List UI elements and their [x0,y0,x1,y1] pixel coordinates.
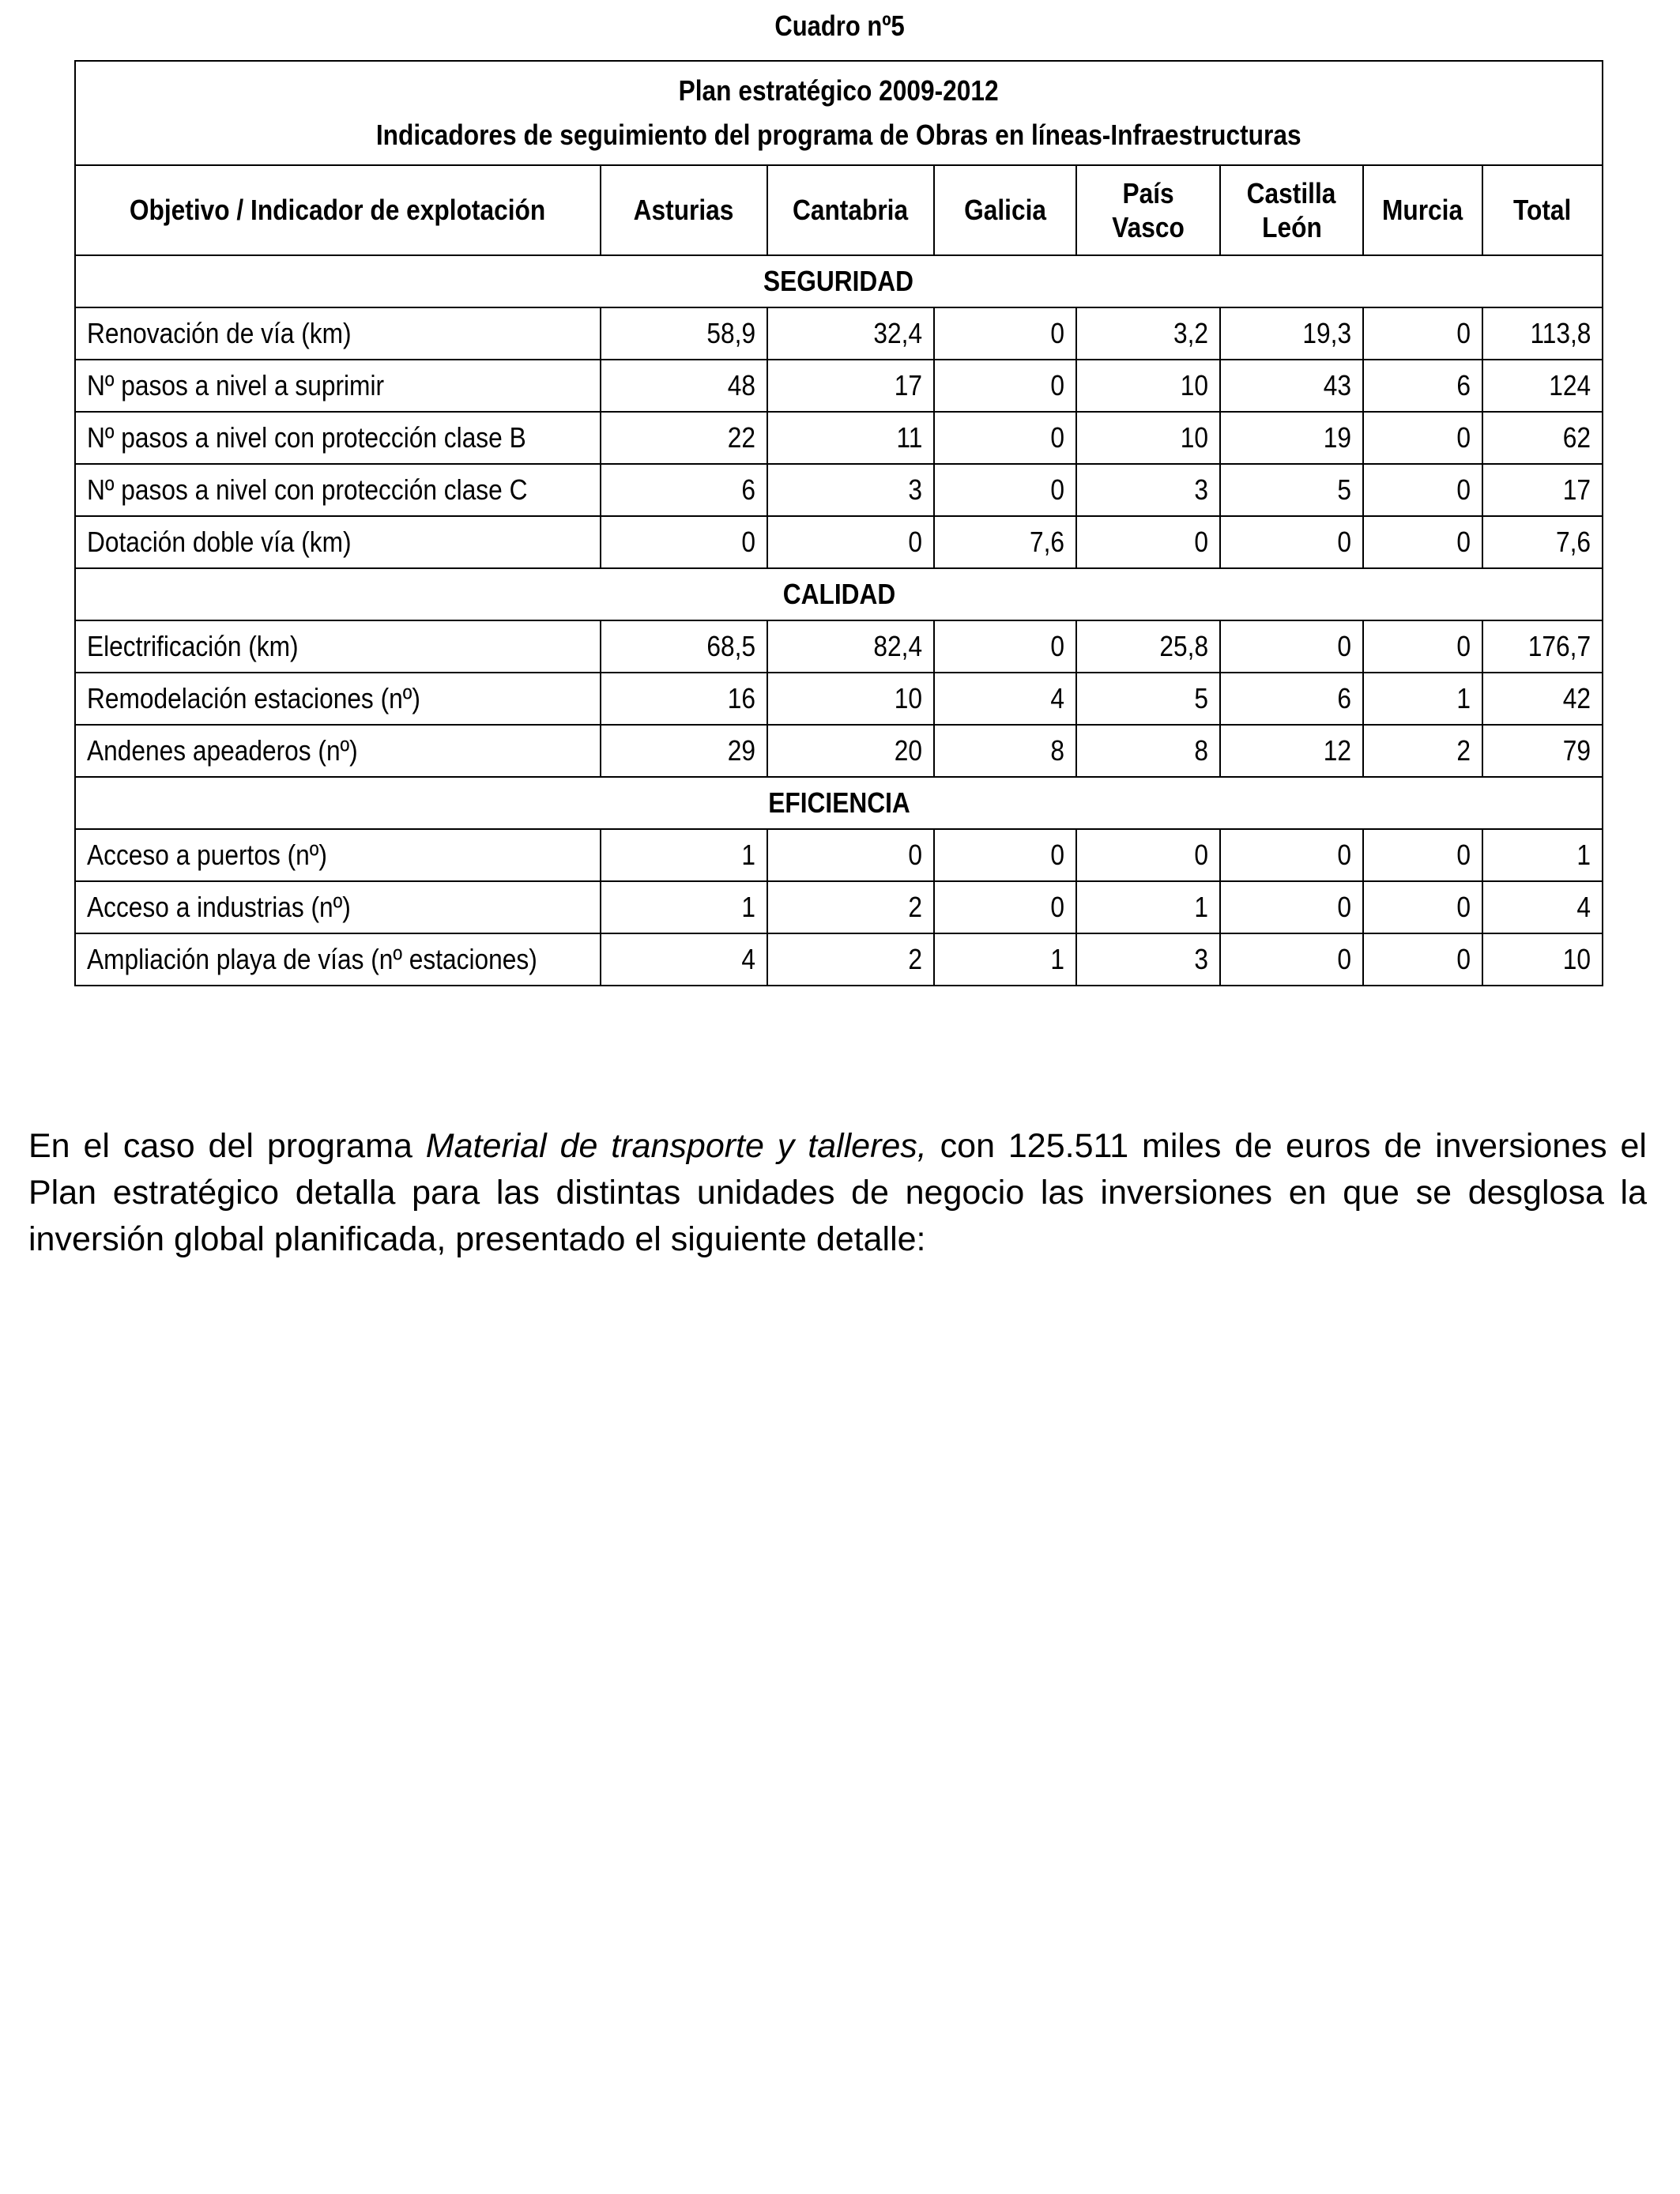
value-cell: 0 [1076,516,1220,568]
value-cell: 0 [934,360,1076,412]
section-row [75,255,1603,307]
value-cell: 0 [767,829,934,881]
value-cell: 2 [767,881,934,933]
indicator-label-cell: Electrificación (km) [75,620,601,673]
value-cell: 0 [934,464,1076,516]
value-cell: 12 [1220,725,1363,777]
column-header-murcia: Murcia [1363,165,1482,255]
value-cell: 10 [1076,360,1220,412]
table-caption: Cuadro nº5 [774,9,905,42]
value-cell: 0 [1363,620,1482,673]
table-header-row [75,165,1603,255]
column-header-pais-vasco: País Vasco [1076,165,1220,255]
value-cell: 58,9 [601,307,767,360]
value-cell: 17 [1482,464,1603,516]
value-cell: 0 [1363,412,1482,464]
value-cell: 10 [1482,933,1603,986]
value-cell: 7,6 [1482,516,1603,568]
value-cell: 0 [1220,933,1363,986]
indicator-label-cell: Renovación de vía (km) [75,307,601,360]
table-title-row [75,61,1603,165]
value-cell: 43 [1220,360,1363,412]
value-cell: 1 [1076,881,1220,933]
table-row [75,881,1603,933]
value-cell: 0 [1220,516,1363,568]
value-cell: 1 [1482,829,1603,881]
value-cell: 29 [601,725,767,777]
value-cell: 124 [1482,360,1603,412]
section-heading: CALIDAD [75,568,1603,620]
value-cell: 0 [767,516,934,568]
value-cell: 0 [1363,933,1482,986]
value-cell: 20 [767,725,934,777]
value-cell: 48 [601,360,767,412]
column-header-objetivo: Objetivo / Indicador de explotación [75,165,601,255]
indicators-table [74,60,1603,986]
value-cell: 0 [1076,829,1220,881]
value-cell: 0 [1363,516,1482,568]
section-heading: EFICIENCIA [75,777,1603,829]
value-cell: 7,6 [934,516,1076,568]
value-cell: 79 [1482,725,1603,777]
value-cell: 113,8 [1482,307,1603,360]
value-cell: 1 [601,881,767,933]
value-cell: 0 [934,829,1076,881]
value-cell: 0 [934,412,1076,464]
column-header-asturias: Asturias [601,165,767,255]
value-cell: 42 [1482,673,1603,725]
indicator-label-cell: Nº pasos a nivel con protección clase C [75,464,601,516]
value-cell: 8 [934,725,1076,777]
value-cell: 17 [767,360,934,412]
value-cell: 0 [1363,307,1482,360]
section-row [75,568,1603,620]
column-header-cantabria: Cantabria [767,165,934,255]
value-cell: 0 [1363,464,1482,516]
value-cell: 3,2 [1076,307,1220,360]
value-cell: 176,7 [1482,620,1603,673]
table-row [75,412,1603,464]
indicator-label-cell: Nº pasos a nivel con protección clase B [75,412,601,464]
value-cell: 5 [1076,673,1220,725]
paragraph-text-start: En el caso del programa [28,1127,426,1165]
value-cell: 0 [1220,620,1363,673]
value-cell: 1 [601,829,767,881]
value-cell: 25,8 [1076,620,1220,673]
table-row [75,725,1603,777]
value-cell: 62 [1482,412,1603,464]
indicator-label-cell: Andenes apeaderos (nº) [75,725,601,777]
table-row [75,360,1603,412]
table-row [75,464,1603,516]
body-paragraph [28,1123,1647,1263]
column-header-castilla-leon: Castilla León [1220,165,1363,255]
indicator-label-cell: Dotación doble vía (km) [75,516,601,568]
indicator-label-cell: Remodelación estaciones (nº) [75,673,601,725]
value-cell: 68,5 [601,620,767,673]
table-row [75,620,1603,673]
value-cell: 22 [601,412,767,464]
section-row [75,777,1603,829]
column-header-galicia: Galicia [934,165,1076,255]
value-cell: 16 [601,673,767,725]
value-cell: 0 [934,307,1076,360]
value-cell: 0 [1363,829,1482,881]
value-cell: 1 [934,933,1076,986]
table-title-line-2: Indicadores de seguimiento del programa de Obras en líneas-Infraestructuras [376,119,1301,151]
value-cell: 3 [1076,464,1220,516]
value-cell: 4 [1482,881,1603,933]
value-cell: 0 [1220,829,1363,881]
value-cell: 0 [934,620,1076,673]
value-cell: 6 [601,464,767,516]
table-row [75,516,1603,568]
value-cell: 10 [767,673,934,725]
value-cell: 82,4 [767,620,934,673]
value-cell: 4 [601,933,767,986]
value-cell: 0 [1220,881,1363,933]
column-header-total: Total [1482,165,1603,255]
table-title [75,61,1603,165]
value-cell: 11 [767,412,934,464]
value-cell: 19,3 [1220,307,1363,360]
value-cell: 3 [1076,933,1220,986]
section-heading: SEGURIDAD [75,255,1603,307]
table-row [75,307,1603,360]
value-cell: 2 [767,933,934,986]
value-cell: 0 [934,881,1076,933]
value-cell: 3 [767,464,934,516]
paragraph-text-end: con 125.511 miles de euros de inversiones el Plan estratégico detalla para las distintas unidades de negocio las inversiones en que se desglosa la inversión global planificada, presentado el siguiente detalle: [28,1127,1647,1258]
paragraph-program-name: Material de transporte y talleres, [425,1127,927,1165]
table-row [75,933,1603,986]
value-cell: 6 [1363,360,1482,412]
indicator-label-cell: Nº pasos a nivel a suprimir [75,360,601,412]
indicator-label-cell: Acceso a industrias (nº) [75,881,601,933]
value-cell: 8 [1076,725,1220,777]
table-title-line-1: Plan estratégico 2009-2012 [678,74,1000,107]
value-cell: 0 [601,516,767,568]
value-cell: 1 [1363,673,1482,725]
value-cell: 32,4 [767,307,934,360]
table-row [75,829,1603,881]
value-cell: 4 [934,673,1076,725]
indicator-label-cell: Acceso a puertos (nº) [75,829,601,881]
value-cell: 19 [1220,412,1363,464]
value-cell: 0 [1363,881,1482,933]
value-cell: 6 [1220,673,1363,725]
indicator-label-cell: Ampliación playa de vías (nº estaciones) [75,933,601,986]
value-cell: 10 [1076,412,1220,464]
value-cell: 2 [1363,725,1482,777]
table-row [75,673,1603,725]
value-cell: 5 [1220,464,1363,516]
